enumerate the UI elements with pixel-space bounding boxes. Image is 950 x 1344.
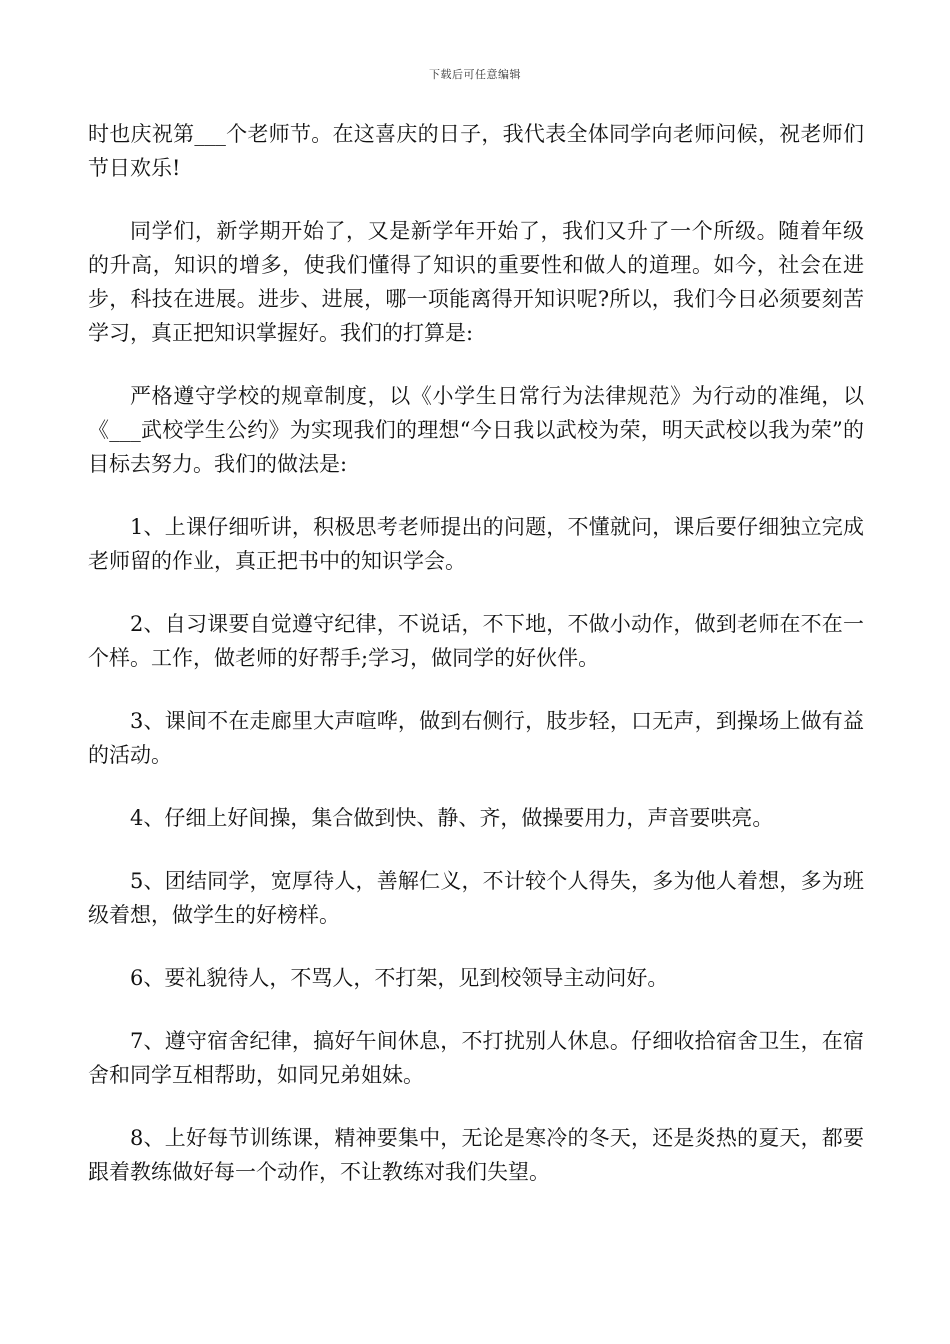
list-item-5: 5、团结同学，宽厚待人，善解仁义，不计较个人得失，多为他人着想，多为班级着想，做学生的好榜样。 [88, 869, 864, 927]
paragraph-intro: 同学们，新学期开始了，又是新学年开始了，我们又升了一个所级。随着年级的升高，知识的增多，使我们懂得了知识的重要性和做人的道理。如今，社会在进步，科技在进展。进步、进展，哪一项能离得开知识呢?所以，我们今日必须要刻苦学习，真正把知识掌握好。我们的打算是: [88, 219, 864, 345]
list-item-2: 2、自习课要自觉遵守纪律，不说话，不下地，不做小动作，做到老师在不在一个样。工作，做老师的好帮手;学习，做同学的好伙伴。 [88, 612, 864, 670]
paragraph-continuation: 时也庆祝第___个老师节。在这喜庆的日子，我代表全体同学向老师问候，祝老师们节日欢乐! [88, 122, 864, 180]
paragraph-rules: 严格遵守学校的规章制度，以《小学生日常行为法律规范》为行动的准绳，以《___武校学生公约》为实现我们的理想“今日我以武校为荣，明天武校以我为荣”的目标去努力。我们的做法是: [88, 384, 864, 476]
page-header: 下载后可任意编辑 [429, 68, 521, 81]
list-item-8: 8、上好每节训练课，精神要集中，无论是寒冷的冬天，还是炎热的夏天，都要跟着教练做好每一个动作，不让教练对我们失望。 [88, 1126, 864, 1184]
list-item-3: 3、课间不在走廊里大声喧哗，做到右侧行，肢步轻，口无声，到操场上做有益的活动。 [88, 709, 864, 767]
document-body [88, 117, 864, 1218]
list-item-7: 7、遵守宿舍纪律，搞好午间休息，不打扰别人休息。仔细收拾宿舍卫生，在宿舍和同学互相帮助，如同兄弟姐妹。 [88, 1029, 864, 1087]
list-item-1: 1、上课仔细听讲，积极思考老师提出的问题，不懂就问，课后要仔细独立完成老师留的作业，真正把书中的知识学会。 [88, 515, 864, 573]
list-item-4: 4、仔细上好间操，集合做到快、静、齐，做操要用力，声音要哄亮。 [130, 806, 774, 830]
list-item-6: 6、要礼貌待人，不骂人，不打架，见到校领导主动问好。 [130, 966, 669, 990]
